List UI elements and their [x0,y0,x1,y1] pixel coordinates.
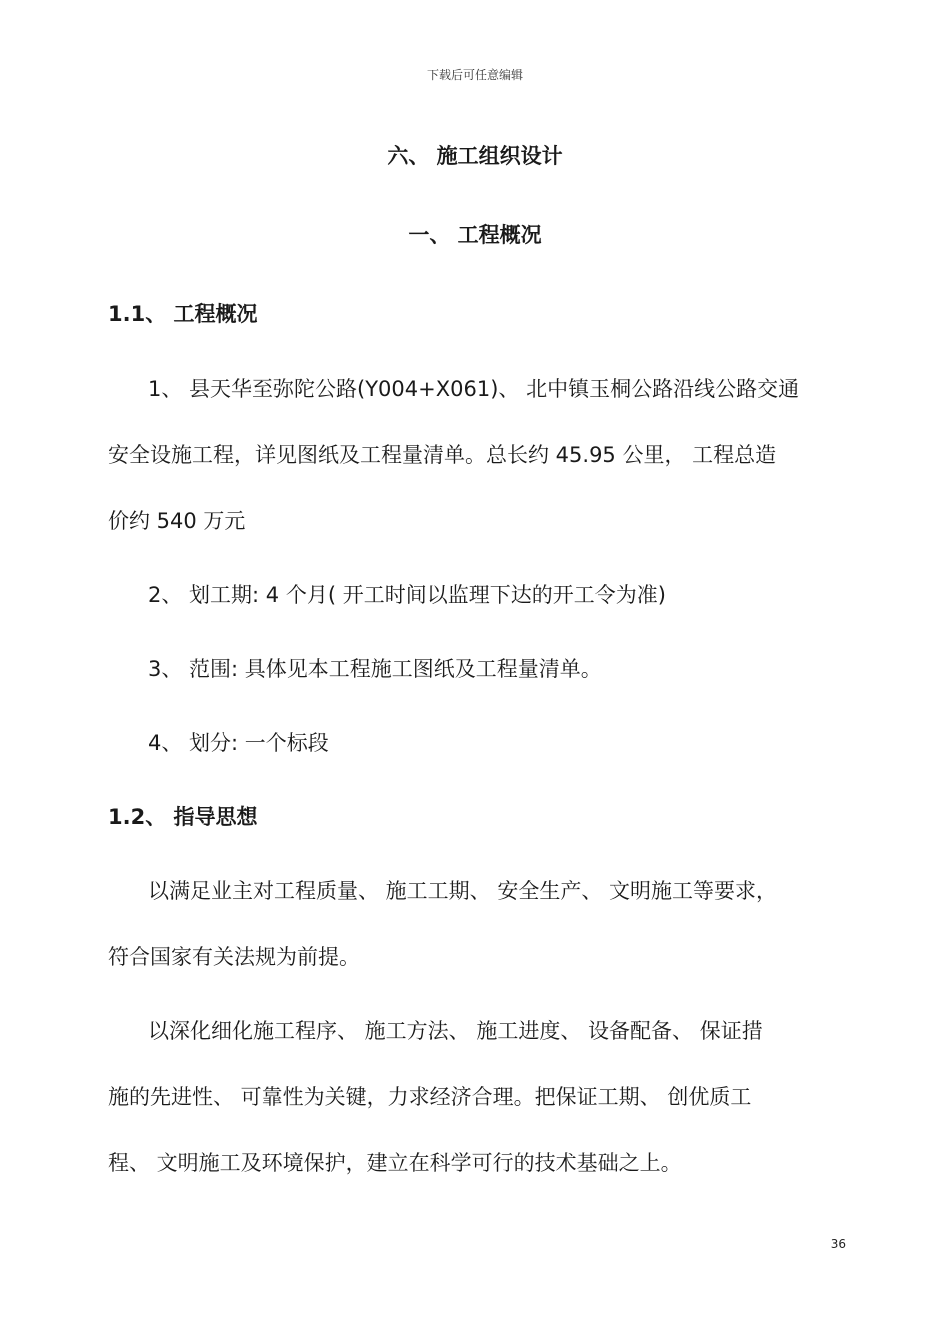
principles-paragraph-1-line-1: 以满足业主对工程质量、 施工工期、 安全生产、 文明施工等要求， [148,879,778,903]
overview-item-1-line-3: 价约 540 万元 [108,509,246,533]
principles-paragraph-2-line-3: 程、 文明施工及环境保护，建立在科学可行的技术基础之上。 [108,1151,682,1175]
overview-item-1-line-1: 1、 县天华至弥陀公路(Y004+X061)、 北中镇玉桐公路沿线公路交通 [148,377,800,401]
subsection-heading-guiding-principles: 1.2、 指导思想 [108,805,258,829]
section-title: 一、 工程概况 [408,223,542,247]
header-note: 下载后可任意编辑 [426,68,523,82]
principles-paragraph-1-line-2: 符合国家有关法规为前提。 [108,945,360,969]
overview-item-1-line-2: 安全设施工程，详见图纸及工程量清单。总长约 45.95 公里， 工程总造 [108,443,777,467]
overview-item-2: 2、 划工期: 4 个月( 开工时间以监理下达的开工令为准) [148,583,666,607]
overview-item-4: 4、 划分: 一个标段 [148,731,329,755]
principles-paragraph-2-line-2: 施的先进性、 可靠性为关键，力求经济合理。把保证工期、 创优质工 [108,1085,752,1109]
principles-paragraph-2-line-1: 以深化细化施工程序、 施工方法、 施工进度、 设备配备、 保证措 [148,1019,763,1043]
page-number: 36 [830,1237,846,1251]
overview-item-3: 3、 范围: 具体见本工程施工图纸及工程量清单。 [148,657,602,681]
chapter-title: 六、 施工组织设计 [387,144,563,168]
subsection-heading-overview: 1.1、 工程概况 [108,302,258,326]
